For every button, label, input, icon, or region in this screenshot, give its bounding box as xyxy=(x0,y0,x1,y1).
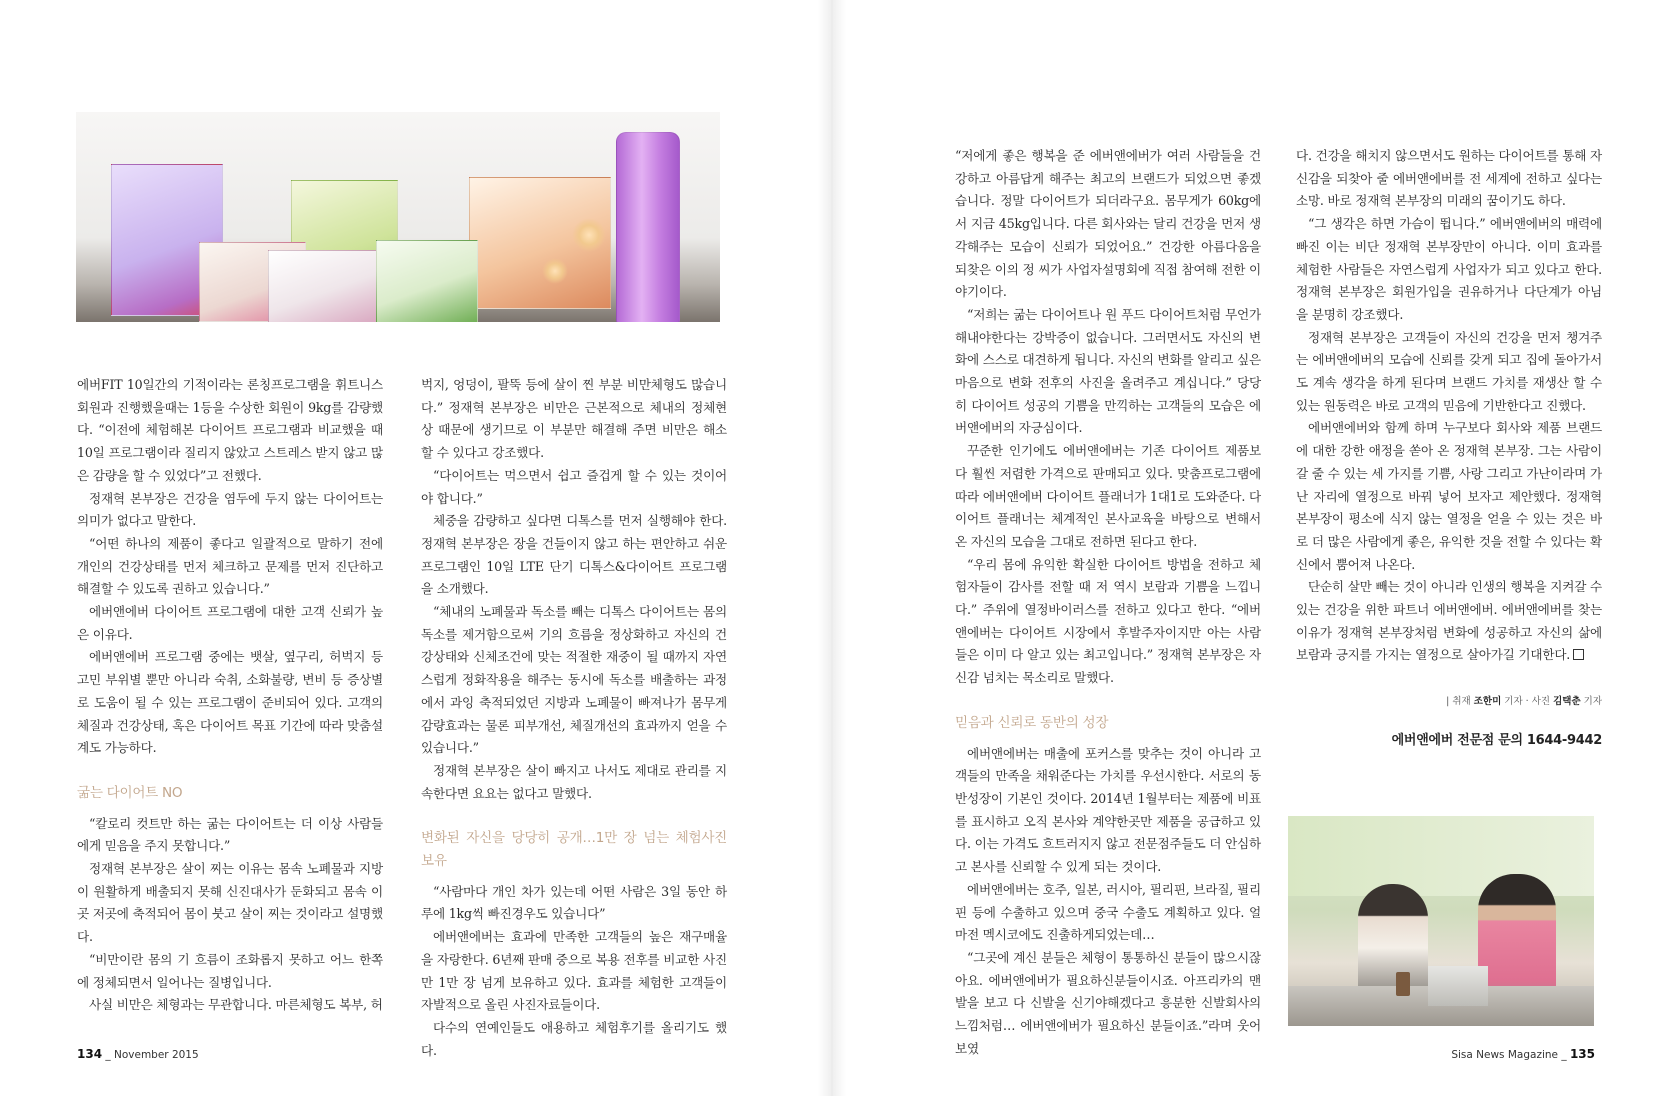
paragraph: “비만이란 몸의 기 흐름이 조화롭지 못하고 어느 한쪽에 정체되면서 일어나는 질병입니다. xyxy=(77,951,383,990)
paragraph: “우리 몸에 유익한 확실한 다이어트 방법을 전하고 체험자들이 감사를 전할 때 저 역시 보람과 기쁨을 느낍니다.” 주위에 열정바이러스를 전하고 있다고 한다. “에버앤에버는 다이어트 시장에서 후발주자이지만 아는 사람들은 이미 다 알고 있는 최고입니다.” 정재혁 본부장은 자신감 넘치는 목소리로 말했다. xyxy=(955,556,1261,686)
paragraph: 체중을 감량하고 싶다면 디톡스를 먼저 실행해야 한다. 정재혁 본부장은 장을 건들이지 않고 하는 편안하고 쉬운 프로그램인 10일 LTE 단기 디톡스&다이어트 프로그램을 소개했다. xyxy=(421,513,727,597)
product-box-front-2 xyxy=(268,250,380,322)
product-box-front-3 xyxy=(376,240,478,322)
paragraph: 정재혁 본부장은 살이 빠지고 나서도 제대로 관리를 지속한다면 요요는 없다고 말했다. xyxy=(421,762,727,801)
paragraph: “체내의 노폐물과 독소를 빼는 디톡스 다이어트는 몸의 독소를 제거함으로써 기의 흐름을 정상화하고 자신의 건강상태와 신체조건에 맞는 적절한 재중이 될 때까지 자연스럽게 정화작용을 해주는 동시에 독소를 배출하는 과정에서 과잉 축적되었던 지방과 노폐물이 빠져나가 몸무게 감량효과는 물론 피부개선, 체질개선의 효과까지 얻을 수 있습니다.” xyxy=(421,604,727,756)
paragraph: “사람마다 개인 차가 있는데 어떤 사람은 3일 동안 하루에 1kg씩 빠진경우도 있습니다” xyxy=(421,883,727,922)
product-photo xyxy=(76,112,720,322)
booth-wall xyxy=(1288,816,1594,896)
section-heading: 굶는 다이어트 NO xyxy=(77,784,183,801)
folio-right: Sisa News Magazine _ 135 xyxy=(1451,1047,1595,1061)
paragraph: 에버앤에버는 효과에 만족한 고객들의 높은 재구매율을 자랑한다. 6년째 판매 중으로 복용 전후를 비교한 사진만 1만 장 넘게 보유하고 있다. 효과를 체험한 고객들이 자발적으로 올린 사진자료들이다. xyxy=(421,929,727,1013)
product-case xyxy=(1428,966,1488,1006)
paragraph: “칼로리 컷트만 하는 굶는 다이어트는 더 이상 사람들에게 믿음을 주지 못합니다.” xyxy=(77,815,383,854)
booth-photo xyxy=(1288,816,1594,1026)
column-1 xyxy=(77,374,383,1017)
paragraph: 에버앤에버는 매출에 포커스를 맞추는 것이 아니라 고객들의 만족을 채워준다는 가치를 우선시한다. 서로의 동반성장이 기본인 것이다. 2014년 1월부터는 제품에 비표를 표시하고 오직 본사와 계약한곳만 제품을 공급하고 있다. 이는 가격도 흐트러지지 않고 전문점주들도 더 안심하고 본사를 신뢰할 수 있게 되는 것이다. xyxy=(955,745,1261,875)
paragraph: 다. 건강을 해치지 않으면서도 원하는 다이어트를 통해 자신감을 되찾아 줄 에버앤에버를 전 세계에 전하고 싶다는 소망. 바로 정재혁 본부장의 미래의 꿈이기도 하다. xyxy=(1296,148,1602,209)
column-4 xyxy=(1296,145,1602,667)
paragraph: 다수의 연예인들도 애용하고 체험후기를 올리기도 했다. xyxy=(421,1019,727,1058)
paragraph: 정재혁 본부장은 건강을 염두에 두지 않는 다이어트는 의미가 없다고 말한다. xyxy=(77,490,383,529)
page-gutter xyxy=(818,0,846,1096)
paragraph: “어떤 하나의 제품이 좋다고 일괄적으로 말하기 전에 개인의 건강상태를 먼저 체크하고 문제를 먼저 진단하고 해결할 수 있도록 권하고 있습니다.” xyxy=(77,535,383,597)
byline-credit: | 취재 조한미 기자 · 사진 김택춘 기자 xyxy=(1446,696,1602,707)
paragraph: “그곳에 계신 분들은 체형이 통통하신 분들이 많으시잖아요. 에버앤에버가 필요하신분들이시죠. 아프리카의 맨발을 보고 다 신발을 신기야해겠다고 흥분한 신발회사의 느낌처럼… 에버앤에버가 필요하신 분들이죠.”라며 웃어보였 xyxy=(955,949,1261,1056)
paragraph: “다이어트는 먹으면서 쉽고 즐겁게 할 수 있는 것이어야 합니다.” xyxy=(421,467,727,506)
paragraph: 정재혁 본부장은 살이 찌는 이유는 몸속 노폐물과 지방이 원활하게 배출되지 못해 신진대사가 둔화되고 몸속 이곳 저곳에 축적되어 몸이 붓고 살이 찌는 것이라고 설명했다. xyxy=(77,861,383,945)
contact-line: 에버앤에버 전문점 문의 1644-9442 xyxy=(1391,733,1602,748)
paragraph: 벅지, 엉덩이, 팔뚝 등에 살이 찐 부분 비만체형도 많습니다.” 정재혁 본부장은 비만은 근본적으로 체내의 정체현상 때문에 생기므로 이 부분만 해결해 주면 비만은 해소 할 수 있다고 강조했다. xyxy=(421,377,727,461)
section-heading: 변화된 자신을 당당히 공개…1만 장 넘는 체험사진 보유 xyxy=(421,830,727,870)
paragraph: “저희는 굶는 다이어트나 원 푸드 다이어트처럼 무언가 해내야한다는 강박증이 없습니다. 그러면서도 자신의 변화에 스스로 대견하게 됩니다. 자신의 변화를 알리고 싶은 마음으로 변화 전후의 사진을 올려주고 계십니다.” 당당히 다이어트 성공의 기쁨을 만끽하는 고객들의 모습은 에버앤에버의 자긍심이다. xyxy=(955,306,1261,436)
section-heading: 믿음과 신뢰로 동반의 성장 xyxy=(955,714,1109,731)
coffee-cup xyxy=(1396,972,1410,996)
paragraph: 사실 비만은 체형과는 무관합니다. 마른체형도 복부, 허 xyxy=(89,997,383,1013)
column-3 xyxy=(955,145,1261,1060)
paragraph: 정재혁 본부장은 고객들이 자신의 건강을 먼저 챙겨주는 에버앤에버의 모습에 신뢰를 갖게 되고 집에 돌아가서도 계속 생각을 하게 된다며 브랜드 가치를 재생산 할 수 있는 원동력은 바로 고객의 믿음에 기반한다고 진했다. xyxy=(1296,329,1602,413)
end-mark-icon xyxy=(1573,649,1584,660)
paragraph: 에버앤에버 프로그램 중에는 뱃살, 옆구리, 허벅지 등 고민 부위별 뿐만 아니라 숙취, 소화불량, 변비 등 증상별로 도움이 될 수 있는 프로그램이 준비되어 있다. 고객의 체질과 건강상태, 혹은 다이어트 목표 기간에 따라 맞춤설계도 가능하다. xyxy=(77,649,383,756)
folio-left: 134 _ November 2015 xyxy=(77,1047,199,1061)
paragraph: 에버앤에버와 함께 하며 누구보다 회사와 제품 브랜드에 대한 강한 애정을 쏟아 온 정재혁 본부장. 그는 사람이 갈 줄 수 있는 세 가지를 기쁨, 사랑 그리고 가난이라며 가난 자리에 열정으로 바꿔 넣어 보자고 제안했다. 정재혁 본부장이 평소에 식지 않는 열정을 얻을 수 있는 것은 바로 더 많은 사람에게 좋은, 유익한 것을 전할 수 있다는 확신에서 뿜어져 나온다. xyxy=(1296,420,1602,572)
product-bottle xyxy=(616,132,680,322)
paragraph: 단순히 살만 빼는 것이 아니라 인생의 행복을 지켜갈 수 있는 건강을 위한 파트너 에버앤에버. 에버앤에버를 찾는 이유가 정재혁 본부장처럼 변화에 성공하고 자신의 삶에 보람과 긍지를 가지는 열정으로 살아가길 기대한다. xyxy=(1296,579,1602,663)
paragraph: 에버FIT 10일간의 기적이라는 론칭프로그램을 휘트니스 회원과 진행했을때는 1등을 수상한 회원이 9kg를 감량했다. “이전에 체험해본 다이어트 프로그램과 비교했을 때 10일 프로그램이라 질리지 않았고 스트레스 받지 않고 많은 감량을 할 수 있었다”고 전했다. xyxy=(77,377,383,483)
paragraph: 에버앤에버는 호주, 일본, 러시아, 필리핀, 브라질, 필리핀 등에 수출하고 있으며 중국 수출도 계획하고 있다. 얼마전 멕시코에도 진출하게되었는데… xyxy=(955,881,1261,943)
light-bulb xyxy=(572,218,606,252)
paragraph: “그 생각은 하면 가슴이 뜁니다.” 에버앤에버의 매력에 빠진 이는 비단 정재혁 본부장만이 아니다. 이미 효과를 체험한 사람들은 자연스럽게 사업자가 되고 있다고 한다. 정재혁 본부장은 회원가입을 권유하거나 다단계가 아님을 분명히 강조했다. xyxy=(1296,216,1602,322)
paragraph: “저에게 좋은 행복을 준 에버앤에버가 여러 사람들을 건강하고 아름답게 해주는 최고의 브랜드가 되었으면 좋겠습니다. 정말 다이어트가 되더라구요. 몸무게가 60kg에서 지금 45kg입니다. 다른 회사와는 달리 건강을 먼저 생각해주는 모습이 신뢰가 되었어요.” 건강한 아름다움을 되찾은 이의 정 씨가 사업자설명회에 직접 참여해 전한 이야기이다. xyxy=(955,148,1261,300)
paragraph: 꾸준한 인기에도 에버앤에버는 기존 다이어트 제품보다 훨씬 저렴한 가격으로 판매되고 있다. 맞춤프로그램에 따라 에버앤에버 다이어트 플래너가 1대1로 도와준다. 다이어트 플래너는 체계적인 본사교육을 바탕으로 변해서온 자신의 모습을 그대로 전하면 된다고 한다. xyxy=(955,443,1261,549)
light-bulb xyxy=(542,258,568,284)
column-2 xyxy=(421,374,727,1062)
paragraph: 에버앤에버 다이어트 프로그램에 대한 고객 신뢰가 높은 이유다. xyxy=(77,604,383,642)
